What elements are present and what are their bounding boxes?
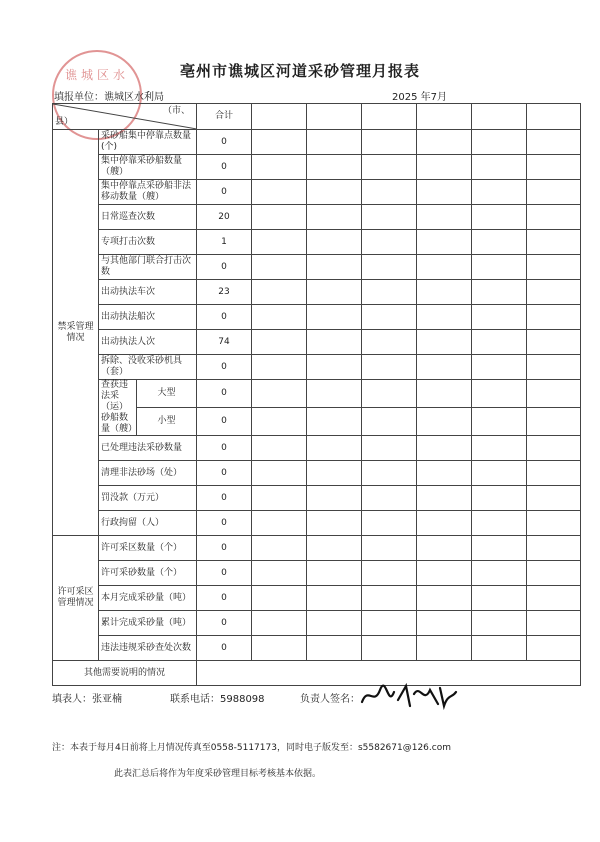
table-row	[53, 305, 581, 330]
corner-top-label: （市、	[163, 106, 191, 116]
responsible-signature-label: 负责人签名：	[300, 694, 360, 705]
empty-cell	[307, 205, 362, 230]
corner-bottom-label: 县）	[55, 117, 74, 127]
empty-cell	[362, 536, 417, 561]
empty-cell	[362, 636, 417, 661]
empty-cell	[417, 180, 472, 205]
row-label: 违法违规采砂查处次数	[99, 636, 197, 661]
empty-cell	[527, 155, 581, 180]
empty-cell	[527, 205, 581, 230]
empty-cell	[252, 408, 307, 436]
empty-cell	[362, 436, 417, 461]
empty-cell	[307, 180, 362, 205]
empty-cell	[527, 130, 581, 155]
empty-cell	[307, 586, 362, 611]
empty-cell	[362, 330, 417, 355]
total-header: 合计	[197, 104, 252, 130]
total-value: 0	[197, 586, 252, 611]
submission-note: 注：本表于每月4日前将上月情况传真至0558-5117173，同时电子版发至：s5582671@126.com	[52, 743, 451, 753]
empty-cell	[307, 255, 362, 280]
table-row	[53, 155, 581, 180]
total-value: 0	[197, 511, 252, 536]
empty-cell	[527, 408, 581, 436]
empty-cell	[472, 586, 527, 611]
row-label: 本月完成采砂量（吨）	[99, 586, 197, 611]
total-value: 0	[197, 636, 252, 661]
empty-cell	[252, 636, 307, 661]
empty-cell	[417, 436, 472, 461]
empty-cell	[417, 611, 472, 636]
reporting-unit: 填报单位：谯城区水利局	[54, 92, 164, 103]
empty-cell	[527, 280, 581, 305]
report-date: 2025 年7月	[392, 92, 447, 103]
empty-cell	[417, 486, 472, 511]
row-label: 集中停靠点采砂船非法移动数量（艘）	[99, 180, 197, 205]
total-value: 0	[197, 130, 252, 155]
empty-cell	[307, 408, 362, 436]
empty-cell	[252, 561, 307, 586]
empty-cell	[472, 180, 527, 205]
total-value: 0	[197, 436, 252, 461]
empty-cell	[417, 461, 472, 486]
empty-cell	[252, 205, 307, 230]
empty-cell	[362, 180, 417, 205]
total-value: 0	[197, 561, 252, 586]
row-label: 查获违法采（运）砂船数量（艘）	[99, 380, 137, 436]
handwritten-signature	[358, 680, 458, 712]
empty-cell	[472, 408, 527, 436]
empty-cell	[362, 511, 417, 536]
row-label: 专项打击次数	[99, 230, 197, 255]
empty-cell	[252, 461, 307, 486]
empty-cell	[472, 280, 527, 305]
other-notes-label: 其他需要说明的情况	[53, 661, 197, 686]
table-row	[53, 205, 581, 230]
empty-cell	[417, 104, 472, 130]
table-row	[53, 486, 581, 511]
empty-cell	[307, 380, 362, 408]
empty-cell	[417, 636, 472, 661]
empty-cell	[252, 586, 307, 611]
empty-cell	[252, 155, 307, 180]
empty-cell	[472, 104, 527, 130]
empty-cell	[252, 511, 307, 536]
table-row	[53, 180, 581, 205]
empty-cell	[362, 355, 417, 380]
table-row	[53, 586, 581, 611]
empty-cell	[362, 486, 417, 511]
empty-cell	[362, 280, 417, 305]
empty-cell	[362, 408, 417, 436]
table-header-row	[53, 104, 581, 130]
contact-phone: 联系电话：5988098	[170, 694, 265, 705]
row-label: 清理非法砂场（处）	[99, 461, 197, 486]
table-row	[53, 130, 581, 155]
table-row	[53, 330, 581, 355]
empty-cell	[307, 461, 362, 486]
empty-cell	[307, 280, 362, 305]
page-title: 亳州市谯城区河道采砂管理月报表	[179, 62, 420, 80]
empty-cell	[362, 380, 417, 408]
empty-cell	[417, 330, 472, 355]
empty-cell	[252, 230, 307, 255]
empty-cell	[362, 305, 417, 330]
empty-cell	[527, 511, 581, 536]
seal-text: 谯城区水	[64, 68, 129, 82]
total-value: 0	[197, 355, 252, 380]
empty-cell	[362, 155, 417, 180]
empty-cell	[307, 355, 362, 380]
empty-cell	[417, 255, 472, 280]
empty-cell	[417, 305, 472, 330]
empty-cell	[527, 305, 581, 330]
empty-cell	[472, 611, 527, 636]
empty-cell	[362, 230, 417, 255]
empty-cell	[527, 611, 581, 636]
total-value: 0	[197, 180, 252, 205]
empty-cell	[472, 130, 527, 155]
empty-cell	[527, 104, 581, 130]
row-label: 已处理违法采砂数量	[99, 436, 197, 461]
empty-cell	[307, 636, 362, 661]
empty-cell	[362, 461, 417, 486]
empty-cell	[307, 561, 362, 586]
filler-name: 填表人：张亚楠	[52, 694, 122, 705]
empty-cell	[307, 104, 362, 130]
section-label: 许可采区管理情况	[53, 536, 99, 661]
empty-cell	[252, 305, 307, 330]
sub-row-label: 小型	[137, 408, 197, 436]
empty-cell	[307, 611, 362, 636]
empty-cell	[527, 330, 581, 355]
empty-cell	[527, 461, 581, 486]
sub-row-label: 大型	[137, 380, 197, 408]
empty-cell	[417, 155, 472, 180]
empty-cell	[472, 436, 527, 461]
empty-cell	[362, 255, 417, 280]
total-value: 23	[197, 280, 252, 305]
row-label: 出动执法人次	[99, 330, 197, 355]
table-row	[53, 355, 581, 380]
empty-cell	[472, 230, 527, 255]
empty-cell	[362, 130, 417, 155]
empty-cell	[527, 486, 581, 511]
empty-cell	[362, 104, 417, 130]
empty-cell	[362, 586, 417, 611]
total-value: 1	[197, 230, 252, 255]
empty-cell	[307, 436, 362, 461]
empty-cell	[472, 536, 527, 561]
empty-cell	[252, 486, 307, 511]
empty-cell	[307, 305, 362, 330]
empty-cell	[527, 586, 581, 611]
other-notes-row	[53, 661, 581, 686]
empty-cell	[417, 230, 472, 255]
table-row	[53, 255, 581, 280]
corner-header-cell	[53, 104, 197, 130]
empty-cell	[472, 380, 527, 408]
total-value: 0	[197, 611, 252, 636]
total-value: 0	[197, 255, 252, 280]
empty-cell	[472, 636, 527, 661]
row-label: 日常巡查次数	[99, 205, 197, 230]
empty-cell	[527, 355, 581, 380]
empty-cell	[472, 205, 527, 230]
row-label: 罚没款（万元）	[99, 486, 197, 511]
total-value: 0	[197, 305, 252, 330]
empty-cell	[472, 486, 527, 511]
empty-cell	[307, 511, 362, 536]
assessment-note: 此表汇总后将作为年度采砂管理目标考核基本依据。	[114, 769, 322, 779]
empty-cell	[307, 155, 362, 180]
empty-cell	[307, 486, 362, 511]
empty-cell	[527, 380, 581, 408]
empty-cell	[252, 330, 307, 355]
table-row	[53, 380, 581, 408]
empty-cell	[362, 611, 417, 636]
empty-cell	[417, 280, 472, 305]
table-row	[53, 636, 581, 661]
empty-cell	[527, 255, 581, 280]
empty-cell	[417, 536, 472, 561]
empty-cell	[252, 255, 307, 280]
row-label: 出动执法车次	[99, 280, 197, 305]
row-label: 行政拘留（人）	[99, 511, 197, 536]
empty-cell	[527, 636, 581, 661]
table-row	[53, 511, 581, 536]
table-row	[53, 230, 581, 255]
empty-cell	[527, 561, 581, 586]
empty-cell	[307, 230, 362, 255]
empty-cell	[417, 561, 472, 586]
empty-cell	[417, 586, 472, 611]
table-row	[53, 280, 581, 305]
row-label: 采砂船集中停靠点数量(个)	[99, 130, 197, 155]
empty-cell	[252, 536, 307, 561]
empty-cell	[417, 130, 472, 155]
section-label: 禁采管理情况	[53, 130, 99, 536]
empty-cell	[417, 205, 472, 230]
row-label: 许可采区数量（个）	[99, 536, 197, 561]
total-value: 0	[197, 408, 252, 436]
empty-cell	[252, 355, 307, 380]
report-table	[52, 103, 581, 686]
empty-cell	[252, 436, 307, 461]
empty-cell	[362, 561, 417, 586]
empty-cell	[417, 511, 472, 536]
empty-cell	[472, 561, 527, 586]
table-row	[53, 436, 581, 461]
total-value: 0	[197, 486, 252, 511]
empty-cell	[252, 611, 307, 636]
total-value: 0	[197, 155, 252, 180]
row-label: 拆除、没收采砂机具（套）	[99, 355, 197, 380]
empty-cell	[527, 230, 581, 255]
empty-cell	[417, 408, 472, 436]
total-value: 0	[197, 461, 252, 486]
empty-cell	[252, 380, 307, 408]
empty-cell	[472, 255, 527, 280]
empty-cell	[472, 355, 527, 380]
total-value: 0	[197, 380, 252, 408]
empty-cell	[252, 104, 307, 130]
empty-cell	[527, 436, 581, 461]
empty-cell	[362, 205, 417, 230]
empty-cell	[527, 536, 581, 561]
total-value: 20	[197, 205, 252, 230]
empty-cell	[307, 130, 362, 155]
empty-cell	[307, 330, 362, 355]
table-row	[53, 536, 581, 561]
empty-cell	[472, 155, 527, 180]
empty-cell	[307, 536, 362, 561]
empty-cell	[527, 180, 581, 205]
row-label: 累计完成采砂量（吨）	[99, 611, 197, 636]
table-row	[53, 561, 581, 586]
empty-cell	[417, 355, 472, 380]
total-value: 74	[197, 330, 252, 355]
row-label: 与其他部门联合打击次数	[99, 255, 197, 280]
empty-cell	[472, 511, 527, 536]
empty-cell	[417, 380, 472, 408]
total-value: 0	[197, 536, 252, 561]
table-row	[53, 611, 581, 636]
empty-cell	[472, 461, 527, 486]
row-label: 许可采砂数量（个）	[99, 561, 197, 586]
empty-cell	[252, 180, 307, 205]
empty-cell	[252, 130, 307, 155]
empty-cell	[472, 330, 527, 355]
empty-cell	[472, 305, 527, 330]
row-label: 出动执法船次	[99, 305, 197, 330]
row-label: 集中停靠采砂船数量（艘）	[99, 155, 197, 180]
table-row	[53, 461, 581, 486]
empty-cell	[252, 280, 307, 305]
